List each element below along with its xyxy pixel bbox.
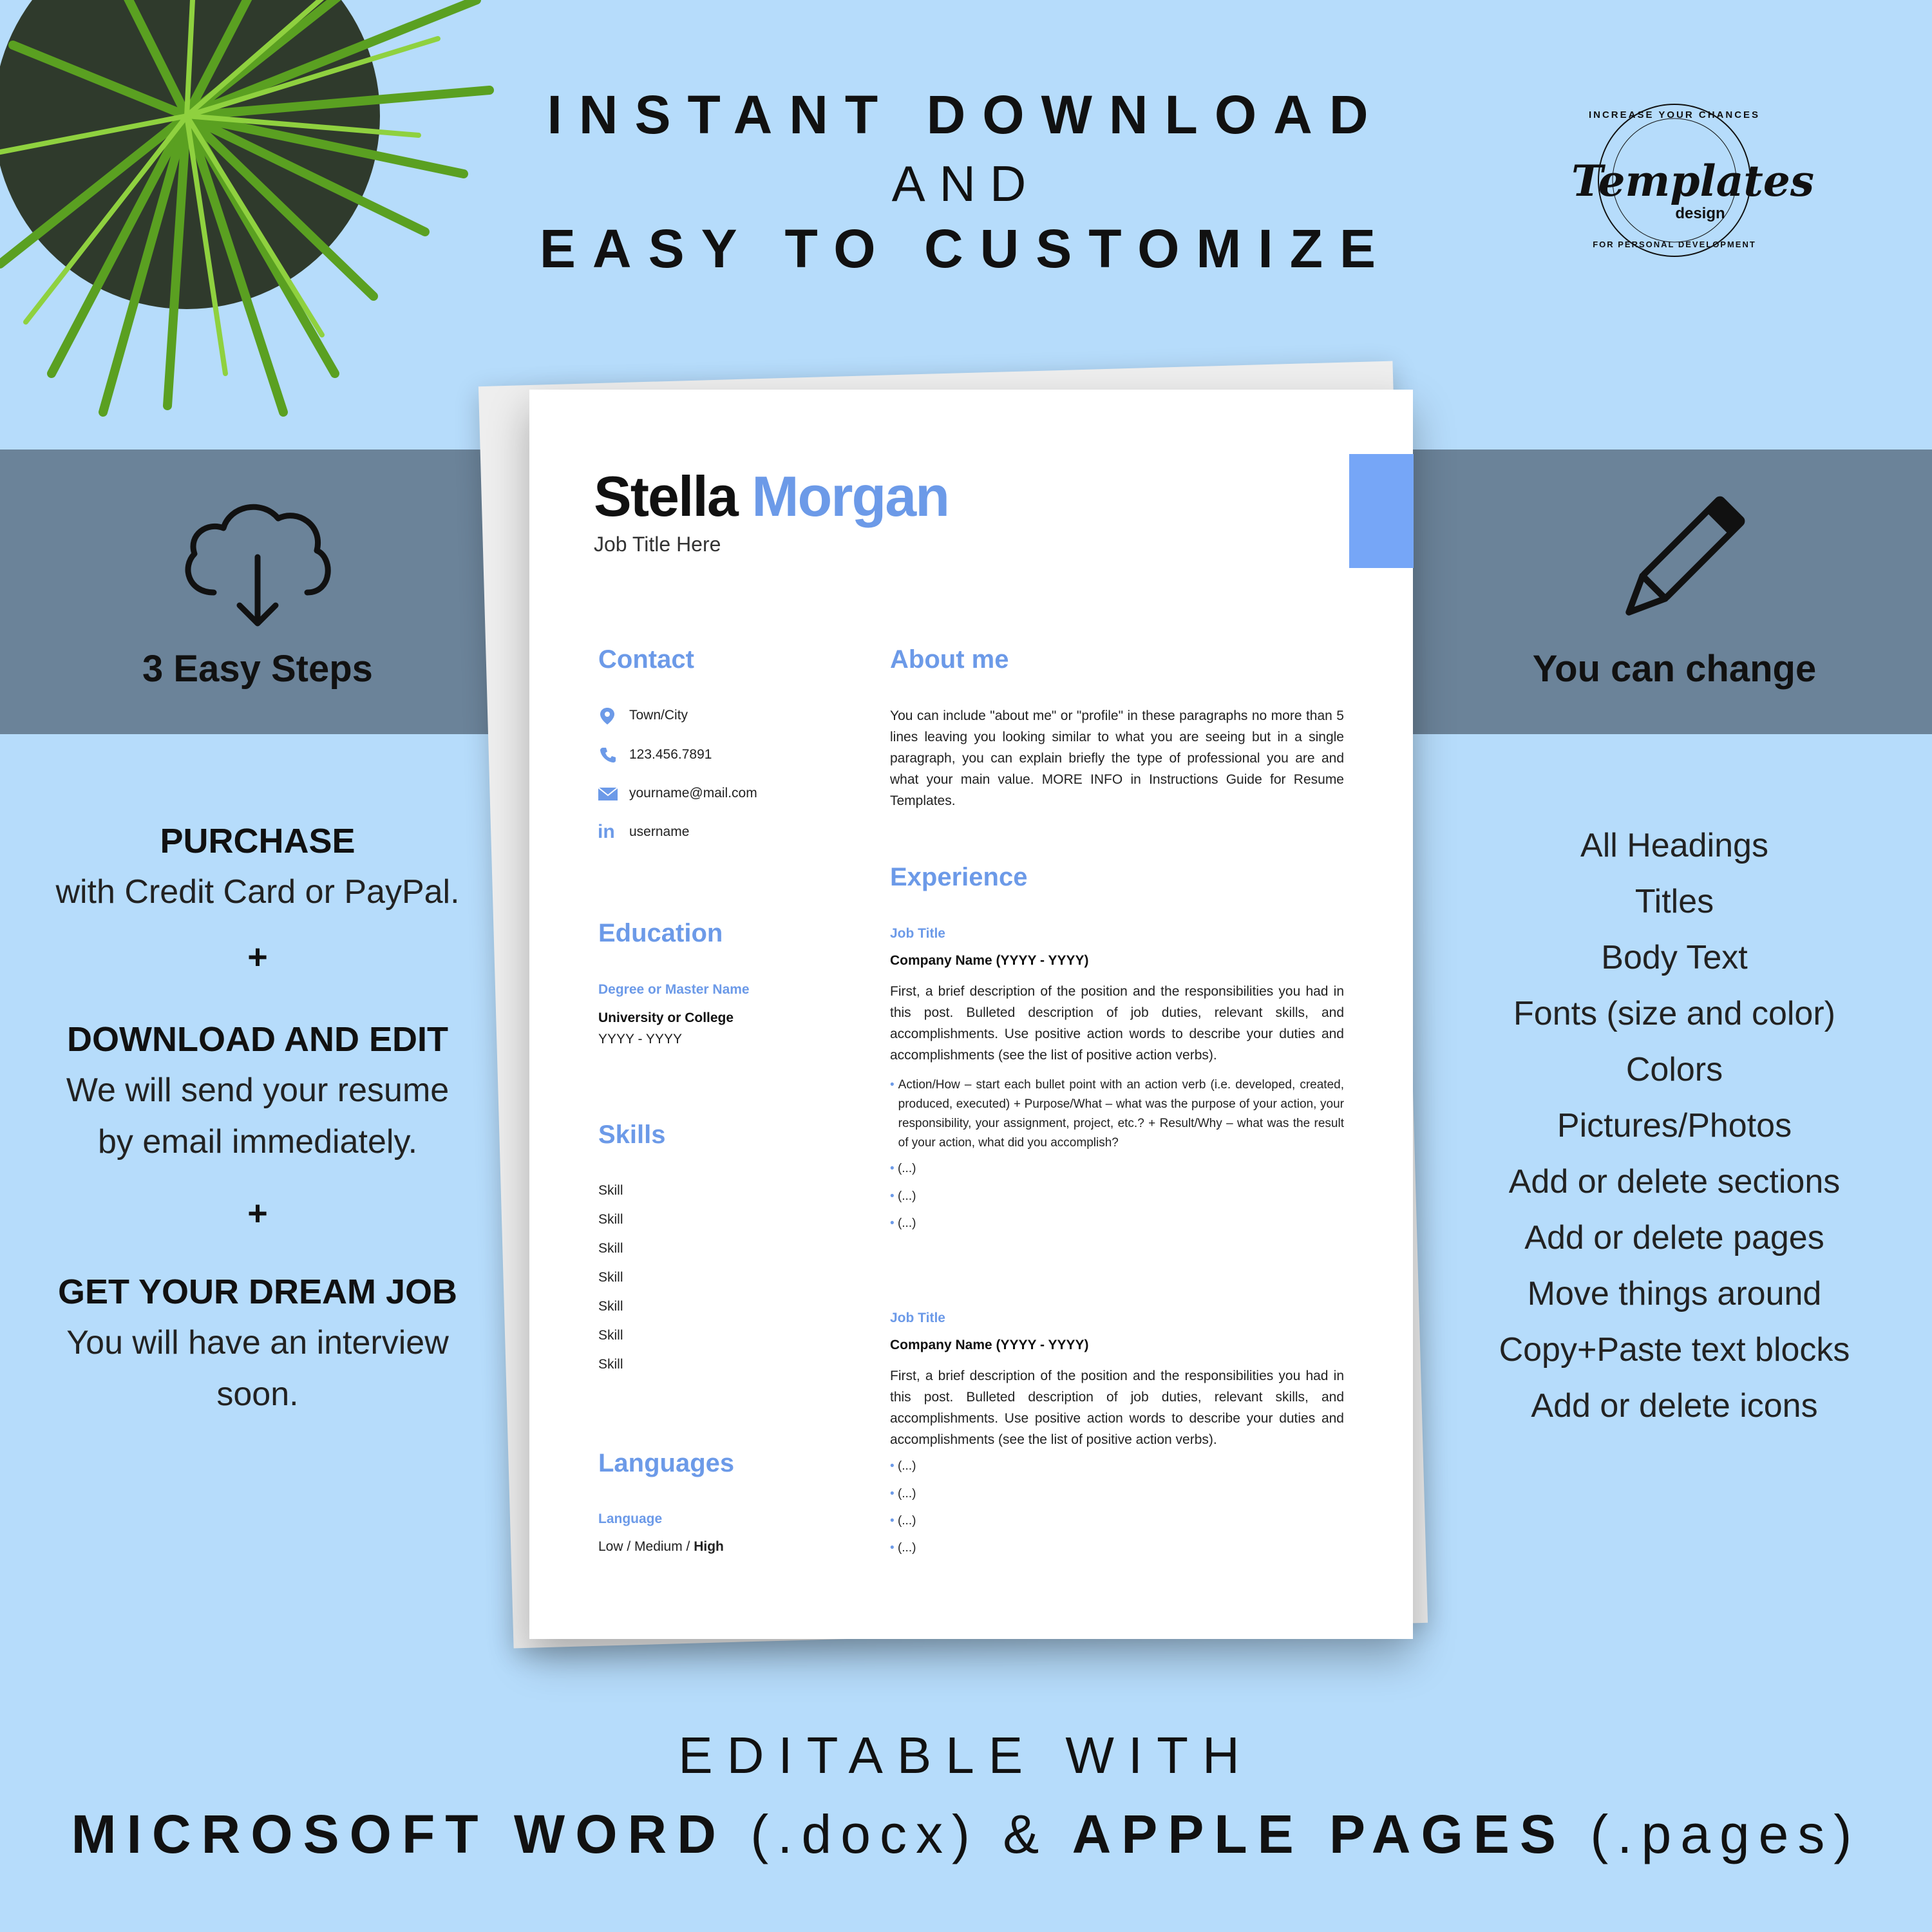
- list-item: Move things around: [1527, 1275, 1822, 1312]
- cloud-download-icon: [175, 496, 336, 631]
- job-bullet-text: (...): [897, 1189, 916, 1203]
- language-levels-prefix: Low / Medium /: [598, 1539, 694, 1554]
- logo-sub: design: [1675, 205, 1725, 222]
- list-item: Colors: [1625, 1051, 1723, 1088]
- job-bullet: • (...): [890, 1162, 916, 1175]
- step-dream-job-heading: GET YOUR DREAM JOB: [57, 1273, 458, 1311]
- contact-heading: Contact: [598, 645, 694, 674]
- skill-item: Skill: [598, 1241, 623, 1256]
- job-bullet: • (...): [890, 1541, 916, 1555]
- job-description: First, a brief description of the position and the responsibilities you had in this post. Bulleted description of job duties, relevant skills, and accomplishments. Use positive action words to describe your duties and accomplishments (see the list of positive action verbs).: [890, 1368, 1344, 1447]
- headline-and: AND: [891, 155, 1041, 212]
- skill-item: Skill: [598, 1328, 623, 1343]
- skill-item: Skill: [598, 1299, 623, 1314]
- contact-linkedin: username: [629, 824, 690, 839]
- list-item: Body Text: [1601, 939, 1748, 976]
- job-bullet-text: (...): [897, 1459, 916, 1473]
- list-item: Fonts (size and color): [1513, 995, 1835, 1032]
- resume-accent-bar: [1349, 454, 1414, 568]
- list-item: Copy+Paste text blocks: [1499, 1331, 1850, 1368]
- job-bullet: • Action/How – start each bullet point with an action verb (i.e. developed, created, produced, executed) + Purpose/What – what was the purpose of your action, your responsibility, your assignment, project, etc.? + Result/Why – what was the result of your action, what did you accomplish?: [890, 1075, 1344, 1153]
- language-levels: [598, 1539, 724, 1555]
- skill-item: Skill: [598, 1183, 623, 1198]
- footer-pages-ext: (.pages): [1566, 1804, 1861, 1864]
- headline-instant-download: INSTANT DOWNLOAD: [547, 84, 1385, 145]
- resume-page: [529, 390, 1413, 1639]
- right-panel-title: You can change: [1532, 648, 1817, 690]
- skill-item: Skill: [598, 1212, 623, 1227]
- linkedin-icon: in: [598, 821, 615, 842]
- education-school: University or College: [598, 1010, 734, 1025]
- job-bullet: • (...): [890, 1487, 916, 1501]
- skills-heading: Skills: [598, 1121, 666, 1149]
- job-bullet-text: (...): [897, 1162, 916, 1175]
- education-degree: Degree or Master Name: [598, 982, 750, 997]
- step-purchase-text: with Credit Card or PayPal.: [55, 873, 460, 911]
- about-heading: About me: [890, 645, 1009, 674]
- education-years: YYYY - YYYY: [598, 1032, 682, 1046]
- phone-icon: [599, 746, 617, 764]
- list-item: Add or delete icons: [1531, 1387, 1818, 1425]
- job-title: Job Title: [890, 926, 945, 941]
- footer-pages: APPLE PAGES: [1072, 1804, 1566, 1864]
- contact-email: yourname@mail.com: [629, 786, 757, 800]
- education-heading: Education: [598, 919, 723, 947]
- footer-editable-with: EDITABLE WITH: [678, 1727, 1254, 1784]
- list-item: Add or delete sections: [1508, 1163, 1841, 1200]
- about-text: You can include "about me" or "profile" in these paragraphs no more than 5 lines leaving you looking similar to what you are seeing but in a single paragraph, you can explain briefly the type of professional you are and what your main value. MORE INFO in Instructions Guide for Resume Templates.: [890, 708, 1344, 808]
- logo-brand: Templates: [1571, 156, 1814, 206]
- footer-apps: [0, 1803, 1932, 1866]
- resume-last-name: Morgan: [752, 464, 949, 528]
- job-bullet: • (...): [890, 1217, 916, 1230]
- resume-first-name: Stella: [594, 464, 737, 528]
- templates-design-logo: [1558, 97, 1814, 264]
- job-company: Company Name (YYYY - YYYY): [890, 953, 1089, 968]
- job-bullet-text: (...): [897, 1217, 916, 1230]
- list-item: All Headings: [1580, 827, 1768, 864]
- headline-easy-customize: EASY TO CUSTOMIZE: [539, 218, 1393, 279]
- job-bullet-text: Action/How – start each bullet point with an action verb (i.e. developed, created, produced, executed) + Purpose/What – what was the purpose of your action, your responsibility, your assignment, project, etc.? + Result/Why – what was the result of your action, what did you accomplish?: [898, 1078, 1344, 1150]
- pencil-icon: [1597, 493, 1752, 641]
- job-title: Job Title: [890, 1311, 945, 1325]
- logo-ring-bottom-text: FOR PERSONAL DEVELOPMENT: [1593, 240, 1756, 249]
- list-item: Titles: [1634, 883, 1714, 920]
- experience-heading: Experience: [890, 863, 1028, 891]
- skill-item: Skill: [598, 1270, 623, 1285]
- step-separator: +: [247, 1194, 268, 1233]
- left-panel-title: 3 Easy Steps: [142, 648, 373, 690]
- resume-job-title: Job Title Here: [594, 533, 721, 556]
- skill-item: Skill: [598, 1357, 623, 1372]
- job-company: Company Name (YYYY - YYYY): [890, 1338, 1089, 1352]
- resume-name: [594, 464, 949, 529]
- footer-word: MICROSOFT WORD: [71, 1804, 726, 1864]
- logo-ring-top-text: INCREASE YOUR CHANCES: [1588, 109, 1761, 120]
- job-bullet-text: (...): [897, 1514, 916, 1528]
- job-bullet: • (...): [890, 1514, 916, 1528]
- footer-word-ext: (.docx) &: [726, 1804, 1072, 1864]
- languages-heading: Languages: [598, 1449, 735, 1477]
- contact-phone: 123.456.7891: [629, 747, 712, 762]
- contact-location: Town/City: [629, 708, 688, 723]
- language-level-strong: High: [694, 1539, 724, 1554]
- step-separator: +: [247, 938, 268, 976]
- job-bullet-text: (...): [897, 1541, 916, 1555]
- step-purchase-heading: PURCHASE: [160, 822, 355, 860]
- location-icon: [599, 706, 616, 726]
- job-bullet-text: (...): [897, 1487, 916, 1501]
- step-dream-job-text: You will have an interview soon.: [66, 1324, 449, 1413]
- list-item: Pictures/Photos: [1557, 1107, 1792, 1144]
- language-name: Language: [598, 1511, 663, 1526]
- email-icon: [598, 787, 618, 801]
- job-bullet: • (...): [890, 1189, 916, 1203]
- step-download-text: We will send your resume by email immediately.: [66, 1072, 450, 1160]
- changeable-items-list: [1417, 818, 1932, 1434]
- list-item: Add or delete pages: [1524, 1219, 1824, 1256]
- job-bullet: • (...): [890, 1459, 916, 1473]
- step-download-heading: DOWNLOAD AND EDIT: [67, 1020, 448, 1059]
- job-description: First, a brief description of the position and the responsibilities you had in this post. Bulleted description of job duties, relevant skills, and accomplishments. Use positive action words to describe your duties and accomplishments (see the list of positive action verbs).: [890, 984, 1344, 1063]
